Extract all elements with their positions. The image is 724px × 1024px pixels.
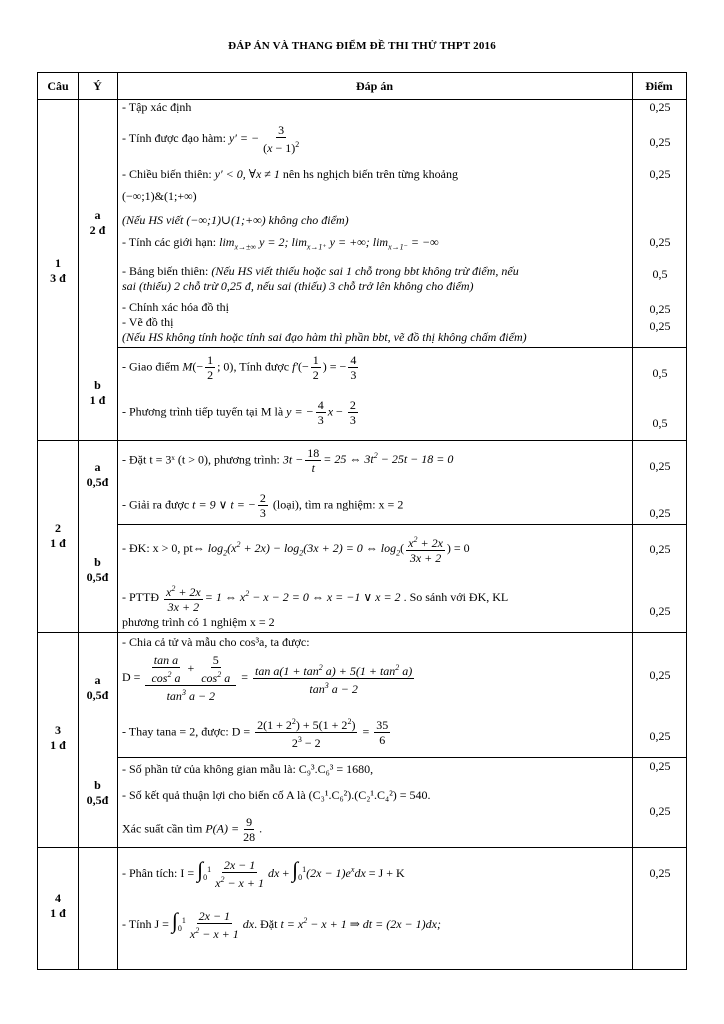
- q3b-line: Xác suất cần tìm P(A) = $\frac{9}{28}$ .: [122, 815, 263, 844]
- q2a-text: - Đặt t = 3ˣ (t > 0), phương trình:: [122, 452, 280, 467]
- q2a-text: (loại), tìm ra nghiệm: x = 2: [272, 497, 404, 512]
- question-number: 4: [55, 891, 61, 905]
- formula: t = 9 ∨ t = −: [192, 497, 256, 512]
- part-letter: a: [94, 460, 101, 474]
- score: 0,25: [649, 459, 671, 473]
- q3b-line: [122, 788, 431, 803]
- score: 0,25: [649, 167, 671, 181]
- part-points: 2 đ: [89, 223, 106, 237]
- q1a-note-text: không cho điểm): [268, 213, 349, 227]
- formula: $t = x^2 - x + 1$ ⇒ dt = (2x − 1)dx;: [280, 915, 441, 931]
- question-points: 3 đ: [50, 271, 66, 285]
- formula-fraction: $\frac{2}{3}$: [259, 491, 266, 520]
- formula-fraction: $\frac{2}{3}$: [349, 398, 356, 427]
- row-divider: [117, 757, 686, 758]
- score: 0,25: [649, 135, 671, 149]
- row-divider: [38, 847, 686, 848]
- question-2-label: [38, 521, 78, 551]
- formula-fraction: $\frac{\tan a(1 + \tan^2 a) + 5(1 + \tan^2 a)}{\tan^3 a - 2}$: [255, 662, 413, 696]
- q4-line: - Phân tích: $I = \int_0^1$ $\frac{2x - 1}{x^2 - x + 1}$ dx + $\int_0^1(2x - 1)e^xdx = J + K$: [122, 856, 405, 890]
- q2b-line: phương trình có 1 nghiệm x = 2: [122, 615, 275, 629]
- q3b-text: = 540.: [399, 788, 431, 802]
- question-3a-label: [78, 673, 117, 703]
- q4-text: - Tính J =: [122, 916, 169, 931]
- formula-fraction: $\frac{1}{2}$: [207, 353, 214, 382]
- q1a-line: - Chính xác hóa đồ thị: [122, 300, 229, 314]
- part-points: 0,5đ: [86, 570, 109, 584]
- question-2a-label: [78, 460, 117, 490]
- q4-text: . Đặt: [254, 916, 278, 931]
- q1a-text: - Bảng biến thiên:: [122, 264, 209, 278]
- q4-text: - Phân tích: I =: [122, 865, 195, 880]
- q4-text: = J + K: [368, 865, 405, 880]
- part-points: 0,5đ: [86, 475, 109, 489]
- question-points: 1 đ: [50, 536, 66, 550]
- question-3-label: [38, 723, 78, 753]
- header-cau: Câu: [47, 79, 69, 93]
- q1a-note-text: (Nếu HS viết: [122, 213, 184, 227]
- score: 0,25: [649, 506, 671, 520]
- score: 0,25: [649, 866, 671, 880]
- score: 0,25: [649, 100, 671, 114]
- formula: P(A) =: [205, 821, 240, 836]
- formula-fraction: $\frac{3}{(x - 1)^2}$: [263, 123, 300, 155]
- formula: (C₃¹.C₆²).(C₂¹.C₄²): [308, 788, 397, 802]
- q3a-line: - Chia cả tử và mẫu cho cos³a, ta được:: [122, 635, 310, 649]
- formula-fraction: $\frac{2(1 + 2^2) + 5(1 + 2^2)}{2^3 - 2}$: [257, 717, 356, 750]
- formula-fraction: $\frac{1}{2}$: [312, 353, 319, 382]
- q2b-line: - ĐK: x > 0, pt⇔ $\log_2(x^2 + 2x) - \log_2(3x + 2) = 0$ ⇔ $\log_2$( $\frac{x^2 + 2x}{3x + 2}$ ) = 0: [122, 535, 470, 565]
- formula-fraction: $\frac{4}{3}$: [317, 398, 324, 427]
- part-points: 1 đ: [89, 393, 106, 407]
- q3a-text: D =: [122, 669, 141, 684]
- formula-fraction: $\frac{2x - 1}{x^2 - x + 1}$: [189, 909, 239, 941]
- q1b-text: - Phương trình tiếp tuyến tại M là: [122, 404, 284, 419]
- row-divider: [117, 347, 686, 348]
- q1a-note-text: (Nếu HS viết thiếu hoặc sai 1 chỗ trong bbt không trừ điểm, nếu: [211, 264, 519, 278]
- question-points: 1 đ: [50, 738, 66, 752]
- q1a-derivative: [122, 123, 303, 155]
- row-divider: [38, 632, 686, 633]
- score: 0,5: [652, 416, 668, 430]
- score: 0,25: [649, 302, 671, 316]
- q1b-line: - Giao điểm M(− $\frac{1}{2}$ ; 0), Tính được f′(− $\frac{1}{2}$ ) = − $\frac{4}{3}$: [122, 353, 357, 382]
- header-y: Ý: [93, 79, 102, 93]
- part-points: 0,5đ: [86, 793, 109, 807]
- score: 0,25: [649, 759, 671, 773]
- question-number: 1: [55, 256, 61, 270]
- q1a-text: nên hs nghịch biến trên từng khoảng: [282, 167, 458, 181]
- question-number: 2: [55, 521, 61, 535]
- q1b-text: , Tính được: [233, 359, 290, 374]
- score: 0,25: [649, 235, 671, 249]
- question-1-label: [38, 256, 78, 286]
- row-divider: [117, 524, 686, 525]
- q1a-derivative-label: - Tính được đạo hàm:: [122, 130, 226, 145]
- score: 0,5: [652, 366, 668, 380]
- q4-line: - Tính $J = \int_0^1$ $\frac{2x - 1}{x^2 - x + 1}$ dx. Đặt $t = x^2 - x + 1$ ⇒ dt = (2x − 1)dx;: [122, 907, 441, 941]
- score: 0,25: [649, 604, 671, 618]
- q1a-limits: [122, 235, 439, 254]
- score: 0,25: [649, 542, 671, 556]
- part-letter: b: [94, 555, 101, 569]
- part-letter: b: [94, 778, 101, 792]
- q1a-line: [122, 264, 519, 279]
- score: 0,5: [652, 267, 668, 281]
- formula: y′ < 0, ∀x ≠ 1: [214, 167, 280, 181]
- q1a-text: - Chiều biến thiên:: [122, 167, 212, 181]
- q1b-text: - Giao điểm: [122, 359, 180, 374]
- header-dap-an: Đáp án: [355, 79, 393, 93]
- q1a-line: [122, 167, 458, 182]
- formula: y′ = −: [228, 130, 260, 145]
- part-points: 0,5đ: [86, 688, 109, 702]
- q2b-line: - PTTĐ $\frac{x^2 + 2x}{3x + 2}$ = 1 ⇔ $x^2 - x - 2 = 0$ ⇔ x = −1 ∨ x = 2 . So sánh với ĐK, KL: [122, 584, 509, 614]
- formula-fraction: $\frac{9}{28}$: [243, 815, 256, 844]
- q2b-text: - PTTĐ: [122, 589, 159, 604]
- formula-fraction: $\frac{x^2 + 2x}{3x + 2}$: [408, 535, 443, 565]
- formula: M: [182, 359, 193, 374]
- q1a-note: sai (thiếu) 2 chỗ trừ 0,25 đ, nếu sai (thiếu) 3 chỗ trở lên không cho điểm): [122, 279, 474, 293]
- formula: f′: [292, 359, 299, 374]
- question-1a-label: [78, 208, 117, 238]
- q1a-note: (Nếu HS không tính hoặc tính sai đạo hàm thì phần bbt, vẽ đồ thị không chấm điểm): [122, 330, 527, 344]
- formula-fraction: $\frac{18}{t}$: [307, 446, 320, 475]
- formula-fraction: $\frac{2x - 1}{x^2 - x + 1}$: [215, 858, 264, 890]
- q2a-line: - Đặt t = 3ˣ (t > 0), phương trình: 3t − $\frac{18}{t}$ = 25 ⇔ $3t^2 - 25t - 18 = 0$: [122, 446, 454, 475]
- q1a-note-text: (−∞;1)∪(1;+∞): [186, 213, 266, 227]
- part-letter: a: [94, 208, 101, 222]
- score: 0,25: [649, 319, 671, 333]
- q2a-text: - Giải ra được: [122, 497, 190, 512]
- score: 0,25: [649, 668, 671, 682]
- q1b-line: - Phương trình tiếp tuyến tại M là y = − $\frac{4}{3}$ x − $\frac{2}{3}$: [122, 398, 356, 427]
- q1a-line: (−∞;1)&(1;+∞): [122, 189, 197, 203]
- q1a-line: - Vẽ đồ thị: [122, 315, 174, 329]
- header-diem: Điểm: [645, 79, 673, 93]
- formula: $\lim_{x\to\pm\infty} y = 2$; $\lim_{x\to 1^+} y$ = +∞; $\lim_{x\to 1^-}$ = −∞: [219, 235, 439, 252]
- q1a-text: - Tính các giới hạn:: [122, 235, 217, 249]
- page-title: ĐÁP ÁN VÀ THANG ĐIỂM ĐỀ THI THỬ THPT 2016: [228, 40, 496, 52]
- question-points: 1 đ: [50, 906, 66, 920]
- score: 0,25: [649, 729, 671, 743]
- question-3b-label: [78, 778, 117, 808]
- col-divider: [117, 73, 118, 969]
- formula-fraction: $\frac{\text{tan a}}{\cos^2 a}$ + $\frac{5}{\cos^2 a}$ $\tan^3 a - 2$: [145, 653, 236, 703]
- question-4-label: [38, 891, 78, 921]
- q2b-text: - ĐK: x > 0, pt⇔: [122, 540, 205, 555]
- formula: y = −: [286, 404, 314, 419]
- q2b-text: . So sánh với ĐK, KL: [403, 589, 509, 604]
- q2a-line: [122, 491, 403, 520]
- formula: 3t −: [282, 452, 304, 467]
- score: 0,25: [649, 804, 671, 818]
- q1a-note: [122, 213, 349, 228]
- row-divider: [38, 440, 686, 441]
- q3a-formula: D = $\frac{\text{tan a}}{\cos^2 a}$ + $\frac{5}{\cos^2 a}$ $\tan^3 a - 2$ = $\frac{\tan a(1 + \tan^2 a) + 5(1 + \tan^2 a)}{\tan^3 a - 2}$: [122, 653, 413, 703]
- col-divider: [632, 73, 633, 969]
- question-2b-label: [78, 555, 117, 585]
- question-number: 3: [55, 723, 61, 737]
- q3a-line: - Thay tana = 2, được: D = $\frac{2(1 + 2^2) + 5(1 + 2^2)}{2^3 - 2}$ = $\frac{35}{6}$: [122, 717, 389, 750]
- formula: $\log_2(x^2 + 2x) - \log_2(3x + 2) = 0$ ⇔ $\log_2$: [207, 539, 401, 558]
- formula-fraction: $\frac{4}{3}$: [350, 353, 357, 382]
- q3a-text: - Thay tana = 2, được: D =: [122, 724, 251, 739]
- q3b-line: - Số phần tử của không gian mẫu là: C₉³.C₆³ = 1680,: [122, 762, 374, 776]
- answer-table: [37, 72, 687, 970]
- part-letter: b: [94, 378, 101, 392]
- formula-fraction: $\frac{35}{6}$: [376, 718, 389, 747]
- question-1b-label: [78, 378, 117, 408]
- q3b-text: - Số kết quả thuận lợi cho biến cố A là: [122, 788, 306, 802]
- part-letter: a: [94, 673, 101, 687]
- formula-fraction: $\frac{x^2 + 2x}{3x + 2}$: [166, 584, 201, 614]
- q1a-line: - Tập xác định: [122, 100, 192, 114]
- q3b-text: Xác suất cần tìm: [122, 821, 203, 836]
